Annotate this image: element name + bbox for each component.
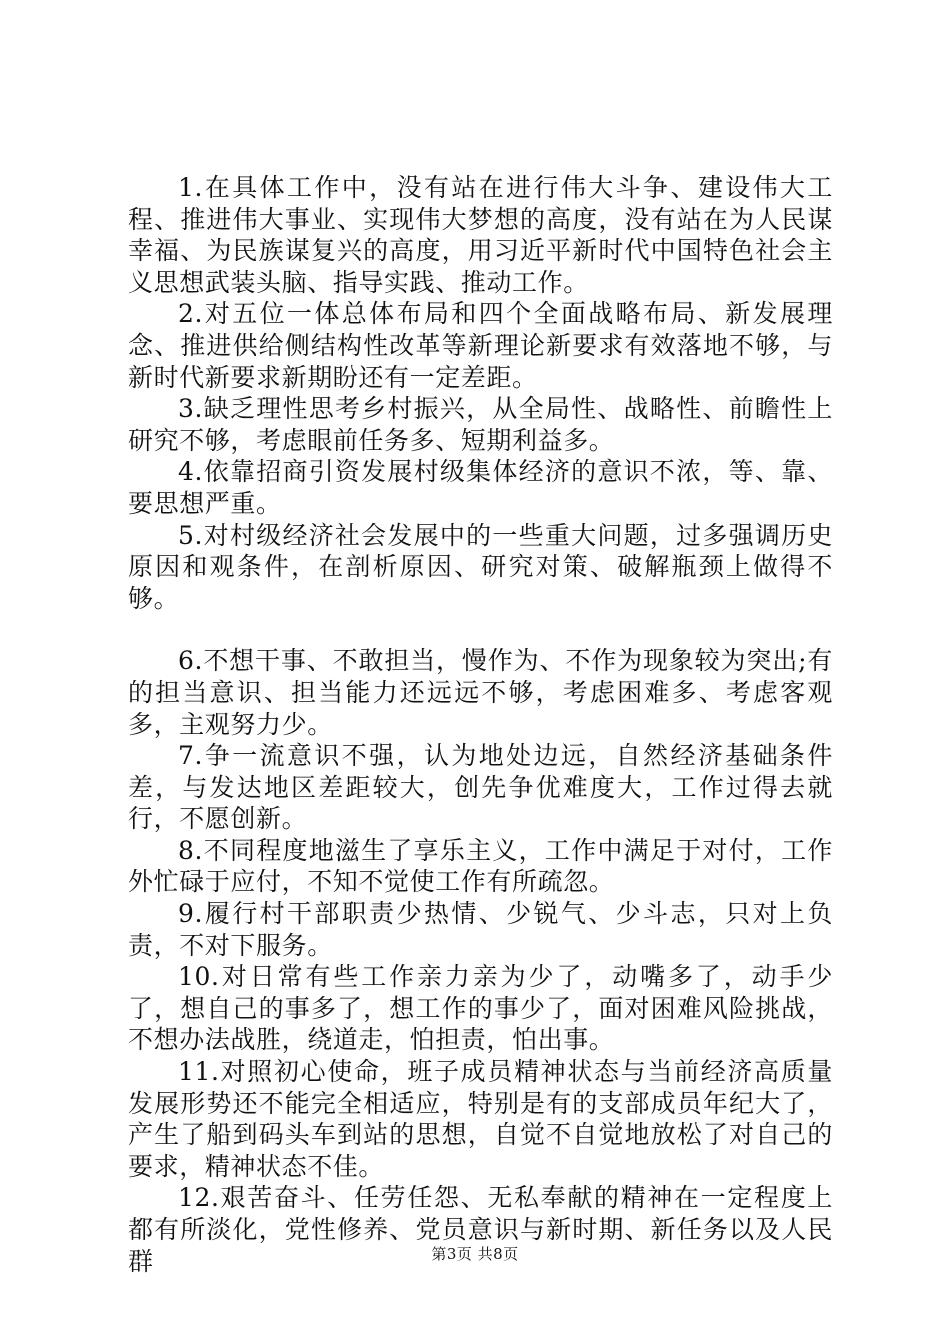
paragraph-7: 7.争一流意识不强，认为地处边远，自然经济基础条件差，与发达地区差距较大，创先争优难度大，工作过得去就行，不愿创新。 [128,741,833,834]
paragraph-1: 1.在具体工作中，没有站在进行伟大斗争、建设伟大工程、推进伟大事业、实现伟大梦想的高度，没有站在为人民谋幸福、为民族谋复兴的高度，用习近平新时代中国特色社会主义思想武装头脑、指导实践、推动工作。 [128,173,833,297]
page-number-footer: 第3页 共8页 [431,1245,519,1263]
paragraph-11: 11.对照初心使命，班子成员精神状态与当前经济高质量发展形势还不能完全相适应，特别是有的支部成员年纪大了，产生了船到码头车到站的思想，自觉不自觉地放松了对自己的要求，精神状态不佳。 [128,1057,833,1181]
paragraph-8: 8.不同程度地滋生了享乐主义，工作中满足于对付，工作外忙碌于应付，不知不觉使工作有所疏忽。 [128,835,833,897]
paragraph-5: 5.对村级经济社会发展中的一些重大问题，过多强调历史原因和观条件，在剖析原因、研究对策、破解瓶颈上做得不够。 [128,520,833,613]
document-body [128,172,833,1277]
paragraph-10: 10.对日常有些工作亲力亲为少了，动嘴多了，动手少了，想自己的事多了，想工作的事少了，面对困难风险挑战，不想办法战胜，绕道走，怕担责，怕出事。 [128,962,833,1055]
paragraph-3: 3.缺乏理性思考乡村振兴，从全局性、战略性、前瞻性上研究不够，考虑眼前任务多、短期利益多。 [128,394,833,455]
paragraph-4: 4.依靠招商引资发展村级集体经济的意识不浓，等、靠、要思想严重。 [128,457,833,518]
paragraph-9: 9.履行村干部职责少热情、少锐气、少斗志，只对上负责，不对下服务。 [128,899,833,960]
paragraph-2: 2.对五位一体总体布局和四个全面战略布局、新发展理念、推进供给侧结构性改革等新理论新要求有效落地不够，与新时代新要求新期盼还有一定差距。 [128,299,833,392]
paragraph-6: 6.不想干事、不敢担当，慢作为、不作为现象较为突出;有的担当意识、担当能力还远远不够，考虑困难多、考虑客观多，主观努力少。 [128,646,833,739]
paragraph-12: 12.艰苦奋斗、任劳任怨、无私奉献的精神在一定程度上都有所淡化，党性修养、党员意识与新时期、新任务以及人民群 [128,1183,833,1276]
